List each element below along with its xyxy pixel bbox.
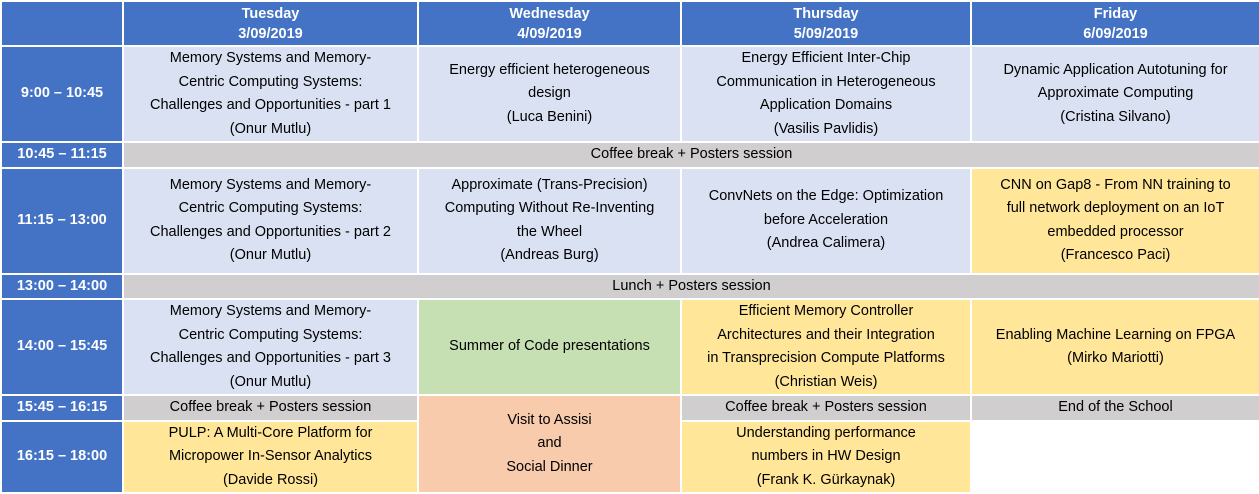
- session-cell: Energy efficient heterogeneous design (Luca Benini): [418, 46, 681, 142]
- session-cell: Approximate (Trans-Precision) Computing Without Re-Inventing the Wheel (Andreas Burg): [418, 168, 681, 274]
- time-slot: 13:00 – 14:00: [1, 274, 123, 300]
- session-cell: Memory Systems and Memory- Centric Computing Systems: Challenges and Opportunities - part 3 (Onur Mutlu): [123, 299, 418, 395]
- empty-cell: [971, 421, 1259, 494]
- day-header-thursday: Thursday 5/09/2019: [681, 1, 971, 46]
- session-cell: Understanding performance numbers in HW Design (Frank K. Gürkaynak): [681, 421, 971, 494]
- coffee-break-cell: Coffee break + Posters session: [123, 395, 418, 421]
- coffee-break-cell: Coffee break + Posters session: [681, 395, 971, 421]
- lunch-cell: Lunch + Posters session: [123, 274, 1259, 300]
- slot-row-1: [1, 46, 1259, 142]
- day-header-wednesday: Wednesday 4/09/2019: [418, 1, 681, 46]
- header-row: [1, 1, 1259, 46]
- time-slot: 9:00 – 10:45: [1, 46, 123, 142]
- time-slot: 11:15 – 13:00: [1, 168, 123, 274]
- social-event-cell: Visit to Assisi and Social Dinner: [418, 395, 681, 493]
- session-cell: Memory Systems and Memory- Centric Computing Systems: Challenges and Opportunities - part 2 (Onur Mutlu): [123, 168, 418, 274]
- session-cell: Efficient Memory Controller Architectures and their Integration in Transprecision Compute Platforms (Christian Weis): [681, 299, 971, 395]
- session-cell: Memory Systems and Memory- Centric Computing Systems: Challenges and Opportunities - part 1 (Onur Mutlu): [123, 46, 418, 142]
- day-header-friday: Friday 6/09/2019: [971, 1, 1259, 46]
- session-cell: PULP: A Multi-Core Platform for Micropower In-Sensor Analytics (Davide Rossi): [123, 421, 418, 494]
- session-cell: Summer of Code presentations: [418, 299, 681, 395]
- slot-row-4: [1, 274, 1259, 300]
- session-cell: ConvNets on the Edge: Optimization before Acceleration (Andrea Calimera): [681, 168, 971, 274]
- session-cell: CNN on Gap8 - From NN training to full network deployment on an IoT embedded processor (Francesco Paci): [971, 168, 1259, 274]
- session-cell: Energy Efficient Inter-Chip Communication in Heterogeneous Application Domains (Vasilis Pavlidis): [681, 46, 971, 142]
- time-slot: 16:15 – 18:00: [1, 421, 123, 494]
- time-slot: 14:00 – 15:45: [1, 299, 123, 395]
- end-of-school-cell: End of the School: [971, 395, 1259, 421]
- day-header-tuesday: Tuesday 3/09/2019: [123, 1, 418, 46]
- session-cell: Dynamic Application Autotuning for Approximate Computing (Cristina Silvano): [971, 46, 1259, 142]
- corner-cell: [1, 1, 123, 46]
- coffee-break-cell: Coffee break + Posters session: [123, 142, 1259, 168]
- time-slot: 10:45 – 11:15: [1, 142, 123, 168]
- slot-row-2: [1, 142, 1259, 168]
- slot-row-3: [1, 168, 1259, 274]
- slot-row-6: [1, 395, 1259, 421]
- time-slot: 15:45 – 16:15: [1, 395, 123, 421]
- session-cell: Enabling Machine Learning on FPGA (Mirko Mariotti): [971, 299, 1259, 395]
- slot-row-5: [1, 299, 1259, 395]
